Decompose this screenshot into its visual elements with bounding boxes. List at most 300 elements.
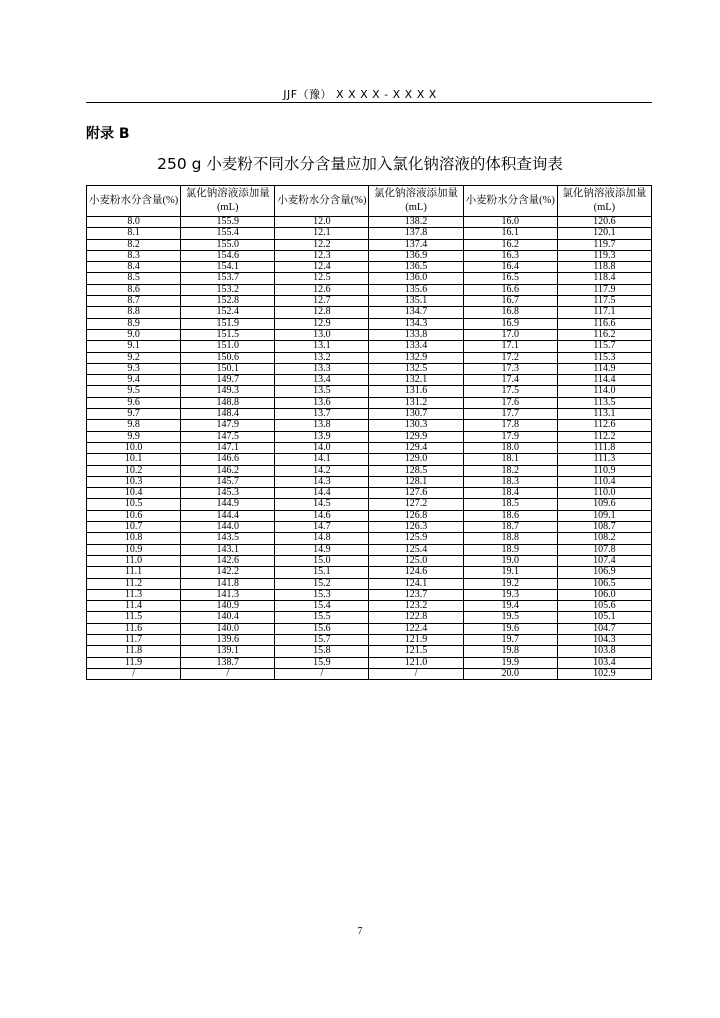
cell-moisture: 11.8 xyxy=(87,646,181,657)
cell-moisture: 10.7 xyxy=(87,522,181,533)
cell-nacl-volume: 121.0 xyxy=(369,657,463,668)
cell-moisture: 11.0 xyxy=(87,555,181,566)
cell-nacl-volume: 123.7 xyxy=(369,589,463,600)
cell-moisture: 15.5 xyxy=(275,612,369,623)
cell-nacl-volume: 103.8 xyxy=(557,646,651,657)
table-row xyxy=(87,363,652,374)
table-row xyxy=(87,273,652,284)
cell-moisture: 10.8 xyxy=(87,533,181,544)
cell-nacl-volume: 125.4 xyxy=(369,544,463,555)
column-header-nacl-volume: 氯化钠溶液添加量(mL) xyxy=(557,186,651,217)
cell-moisture: 13.4 xyxy=(275,375,369,386)
cell-nacl-volume: 125.0 xyxy=(369,555,463,566)
cell-nacl-volume: 114.9 xyxy=(557,363,651,374)
cell-moisture: 19.0 xyxy=(463,555,557,566)
table-row xyxy=(87,612,652,623)
cell-nacl-volume: 143.5 xyxy=(181,533,275,544)
cell-moisture: 12.1 xyxy=(275,228,369,239)
cell-nacl-volume: 136.5 xyxy=(369,262,463,273)
cell-nacl-volume: 146.6 xyxy=(181,454,275,465)
column-header-nacl-volume: 氯化钠溶液添加量(mL) xyxy=(369,186,463,217)
cell-moisture: 9.3 xyxy=(87,363,181,374)
cell-moisture: 14.3 xyxy=(275,476,369,487)
cell-nacl-volume: 140.4 xyxy=(181,612,275,623)
cell-nacl-volume: 145.3 xyxy=(181,488,275,499)
cell-moisture: 13.7 xyxy=(275,409,369,420)
cell-nacl-volume: 138.2 xyxy=(369,217,463,228)
cell-nacl-volume: 151.5 xyxy=(181,329,275,340)
cell-nacl-volume: 120.1 xyxy=(557,228,651,239)
cell-nacl-volume: 131.6 xyxy=(369,386,463,397)
cell-nacl-volume: 144.0 xyxy=(181,522,275,533)
cell-moisture: 15.2 xyxy=(275,578,369,589)
table-row xyxy=(87,352,652,363)
cell-nacl-volume: 137.8 xyxy=(369,228,463,239)
cell-nacl-volume: 121.9 xyxy=(369,634,463,645)
cell-nacl-volume: 135.6 xyxy=(369,284,463,295)
cell-nacl-volume: 127.2 xyxy=(369,499,463,510)
cell-nacl-volume: 119.3 xyxy=(557,250,651,261)
table-row xyxy=(87,589,652,600)
cell-moisture: 13.5 xyxy=(275,386,369,397)
table-row xyxy=(87,578,652,589)
lookup-table xyxy=(86,185,652,680)
cell-nacl-volume: 109.1 xyxy=(557,510,651,521)
cell-moisture: 13.6 xyxy=(275,397,369,408)
cell-nacl-volume: 105.1 xyxy=(557,612,651,623)
cell-nacl-volume: 113.1 xyxy=(557,409,651,420)
cell-moisture: 11.9 xyxy=(87,657,181,668)
cell-moisture: 11.7 xyxy=(87,634,181,645)
cell-nacl-volume: 147.5 xyxy=(181,431,275,442)
page-number: 7 xyxy=(357,926,363,937)
table-row xyxy=(87,409,652,420)
cell-nacl-volume: 113.5 xyxy=(557,397,651,408)
table-title: 250 g 小麦粉不同水分含量应加入氯化钠溶液的体积查询表 xyxy=(157,155,563,173)
cell-nacl-volume: 148.4 xyxy=(181,409,275,420)
cell-moisture: 17.7 xyxy=(463,409,557,420)
cell-nacl-volume: 139.1 xyxy=(181,646,275,657)
cell-nacl-volume: 104.7 xyxy=(557,623,651,634)
cell-moisture: 18.9 xyxy=(463,544,557,555)
cell-moisture: 14.8 xyxy=(275,533,369,544)
cell-nacl-volume: 136.0 xyxy=(369,273,463,284)
cell-nacl-volume: 110.0 xyxy=(557,488,651,499)
table-row xyxy=(87,510,652,521)
table-row xyxy=(87,262,652,273)
cell-moisture: 8.4 xyxy=(87,262,181,273)
cell-moisture: 11.2 xyxy=(87,578,181,589)
cell-nacl-volume: 150.1 xyxy=(181,363,275,374)
cell-nacl-volume: 154.6 xyxy=(181,250,275,261)
table-row xyxy=(87,601,652,612)
cell-moisture: 15.6 xyxy=(275,623,369,634)
cell-nacl-volume: 149.3 xyxy=(181,386,275,397)
cell-nacl-volume: 126.3 xyxy=(369,522,463,533)
table-row xyxy=(87,668,652,679)
cell-moisture: 14.5 xyxy=(275,499,369,510)
table-row xyxy=(87,307,652,318)
cell-moisture: 10.0 xyxy=(87,442,181,453)
cell-moisture: 16.8 xyxy=(463,307,557,318)
table-header-row xyxy=(87,186,652,217)
cell-nacl-volume: 140.9 xyxy=(181,601,275,612)
cell-moisture: 17.8 xyxy=(463,420,557,431)
document-header-code: JJF（豫） X X X X - X X X X xyxy=(283,88,437,101)
cell-moisture: 18.5 xyxy=(463,499,557,510)
cell-moisture: 8.2 xyxy=(87,239,181,250)
cell-nacl-volume: 150.6 xyxy=(181,352,275,363)
cell-nacl-volume: 122.4 xyxy=(369,623,463,634)
cell-moisture: 16.4 xyxy=(463,262,557,273)
table-row xyxy=(87,522,652,533)
cell-moisture: 8.9 xyxy=(87,318,181,329)
cell-moisture: 10.3 xyxy=(87,476,181,487)
cell-nacl-volume: 149.7 xyxy=(181,375,275,386)
cell-nacl-volume: 141.8 xyxy=(181,578,275,589)
cell-nacl-volume: 118.8 xyxy=(557,262,651,273)
cell-nacl-volume: 132.9 xyxy=(369,352,463,363)
cell-nacl-volume: / xyxy=(181,668,275,679)
cell-moisture: 14.7 xyxy=(275,522,369,533)
cell-nacl-volume: 146.2 xyxy=(181,465,275,476)
cell-nacl-volume: 128.5 xyxy=(369,465,463,476)
cell-moisture: 13.1 xyxy=(275,341,369,352)
table-row xyxy=(87,341,652,352)
cell-moisture: 18.3 xyxy=(463,476,557,487)
column-header-moisture: 小麦粉水分含量(%) xyxy=(275,186,369,217)
cell-nacl-volume: 112.2 xyxy=(557,431,651,442)
cell-moisture: 15.9 xyxy=(275,657,369,668)
cell-moisture: 14.2 xyxy=(275,465,369,476)
cell-nacl-volume: 108.7 xyxy=(557,522,651,533)
table-row xyxy=(87,296,652,307)
cell-moisture: 13.3 xyxy=(275,363,369,374)
cell-nacl-volume: 151.9 xyxy=(181,318,275,329)
cell-moisture: 12.0 xyxy=(275,217,369,228)
cell-moisture: 10.6 xyxy=(87,510,181,521)
cell-moisture: 8.8 xyxy=(87,307,181,318)
cell-nacl-volume: 147.1 xyxy=(181,442,275,453)
cell-nacl-volume: 117.5 xyxy=(557,296,651,307)
cell-moisture: 8.6 xyxy=(87,284,181,295)
cell-moisture: 18.2 xyxy=(463,465,557,476)
cell-nacl-volume: 116.6 xyxy=(557,318,651,329)
cell-moisture: 17.3 xyxy=(463,363,557,374)
cell-moisture: 14.0 xyxy=(275,442,369,453)
column-header-moisture: 小麦粉水分含量(%) xyxy=(87,186,181,217)
cell-moisture: 15.8 xyxy=(275,646,369,657)
cell-moisture: 12.9 xyxy=(275,318,369,329)
cell-nacl-volume: 114.4 xyxy=(557,375,651,386)
cell-nacl-volume: 152.4 xyxy=(181,307,275,318)
cell-nacl-volume: 119.7 xyxy=(557,239,651,250)
cell-moisture: 14.6 xyxy=(275,510,369,521)
cell-nacl-volume: 133.8 xyxy=(369,329,463,340)
cell-nacl-volume: 122.8 xyxy=(369,612,463,623)
cell-moisture: 19.4 xyxy=(463,601,557,612)
cell-nacl-volume: 115.3 xyxy=(557,352,651,363)
cell-nacl-volume: 114.0 xyxy=(557,386,651,397)
cell-nacl-volume: 151.0 xyxy=(181,341,275,352)
table-row xyxy=(87,623,652,634)
cell-moisture: 15.3 xyxy=(275,589,369,600)
table-row xyxy=(87,250,652,261)
table-row xyxy=(87,555,652,566)
cell-nacl-volume: 124.6 xyxy=(369,567,463,578)
table-row xyxy=(87,431,652,442)
cell-nacl-volume: 144.9 xyxy=(181,499,275,510)
cell-nacl-volume: / xyxy=(369,668,463,679)
cell-moisture: 10.4 xyxy=(87,488,181,499)
table-row xyxy=(87,420,652,431)
cell-moisture: 16.6 xyxy=(463,284,557,295)
cell-moisture: 8.0 xyxy=(87,217,181,228)
cell-nacl-volume: 105.6 xyxy=(557,601,651,612)
cell-moisture: / xyxy=(87,668,181,679)
cell-moisture: 9.9 xyxy=(87,431,181,442)
table-row xyxy=(87,657,652,668)
cell-nacl-volume: 104.3 xyxy=(557,634,651,645)
cell-moisture: 18.0 xyxy=(463,442,557,453)
cell-moisture: 14.9 xyxy=(275,544,369,555)
cell-nacl-volume: 138.7 xyxy=(181,657,275,668)
cell-nacl-volume: 102.9 xyxy=(557,668,651,679)
cell-nacl-volume: 147.9 xyxy=(181,420,275,431)
cell-moisture: 18.1 xyxy=(463,454,557,465)
cell-moisture: 17.4 xyxy=(463,375,557,386)
cell-moisture: 15.1 xyxy=(275,567,369,578)
cell-nacl-volume: 152.8 xyxy=(181,296,275,307)
table-row xyxy=(87,375,652,386)
cell-moisture: 12.4 xyxy=(275,262,369,273)
table-row xyxy=(87,239,652,250)
cell-moisture: 12.5 xyxy=(275,273,369,284)
cell-moisture: 11.4 xyxy=(87,601,181,612)
cell-moisture: 10.5 xyxy=(87,499,181,510)
cell-moisture: 17.9 xyxy=(463,431,557,442)
cell-moisture: 13.9 xyxy=(275,431,369,442)
cell-moisture: 9.6 xyxy=(87,397,181,408)
cell-nacl-volume: 128.1 xyxy=(369,476,463,487)
cell-nacl-volume: 155.9 xyxy=(181,217,275,228)
cell-nacl-volume: 106.5 xyxy=(557,578,651,589)
cell-nacl-volume: 110.9 xyxy=(557,465,651,476)
cell-moisture: 19.2 xyxy=(463,578,557,589)
cell-nacl-volume: 136.9 xyxy=(369,250,463,261)
cell-nacl-volume: 135.1 xyxy=(369,296,463,307)
cell-nacl-volume: 129.0 xyxy=(369,454,463,465)
cell-moisture: 20.0 xyxy=(463,668,557,679)
cell-moisture: 16.3 xyxy=(463,250,557,261)
cell-moisture: 18.7 xyxy=(463,522,557,533)
cell-nacl-volume: 148.8 xyxy=(181,397,275,408)
cell-moisture: 9.4 xyxy=(87,375,181,386)
cell-moisture: 9.1 xyxy=(87,341,181,352)
cell-moisture: 12.6 xyxy=(275,284,369,295)
cell-nacl-volume: 121.5 xyxy=(369,646,463,657)
cell-nacl-volume: 140.0 xyxy=(181,623,275,634)
cell-moisture: 13.8 xyxy=(275,420,369,431)
cell-moisture: 9.2 xyxy=(87,352,181,363)
cell-moisture: 13.2 xyxy=(275,352,369,363)
cell-nacl-volume: 139.6 xyxy=(181,634,275,645)
table-row xyxy=(87,465,652,476)
cell-moisture: 19.1 xyxy=(463,567,557,578)
cell-nacl-volume: 103.4 xyxy=(557,657,651,668)
cell-nacl-volume: 142.2 xyxy=(181,567,275,578)
cell-nacl-volume: 130.7 xyxy=(369,409,463,420)
cell-moisture: 12.7 xyxy=(275,296,369,307)
cell-moisture: 12.3 xyxy=(275,250,369,261)
cell-nacl-volume: 125.9 xyxy=(369,533,463,544)
table-row xyxy=(87,318,652,329)
cell-moisture: 12.8 xyxy=(275,307,369,318)
cell-nacl-volume: 110.4 xyxy=(557,476,651,487)
table-row xyxy=(87,442,652,453)
cell-moisture: 8.7 xyxy=(87,296,181,307)
cell-nacl-volume: 107.4 xyxy=(557,555,651,566)
cell-moisture: 19.6 xyxy=(463,623,557,634)
cell-nacl-volume: 108.2 xyxy=(557,533,651,544)
cell-moisture: 16.9 xyxy=(463,318,557,329)
cell-moisture: 18.4 xyxy=(463,488,557,499)
cell-nacl-volume: 154.1 xyxy=(181,262,275,273)
cell-moisture: 17.5 xyxy=(463,386,557,397)
cell-nacl-volume: 144.4 xyxy=(181,510,275,521)
cell-nacl-volume: 130.3 xyxy=(369,420,463,431)
cell-moisture: 16.2 xyxy=(463,239,557,250)
table-row xyxy=(87,544,652,555)
cell-moisture: 9.8 xyxy=(87,420,181,431)
cell-nacl-volume: 116.2 xyxy=(557,329,651,340)
cell-nacl-volume: 107.8 xyxy=(557,544,651,555)
cell-moisture: 16.0 xyxy=(463,217,557,228)
cell-nacl-volume: 117.1 xyxy=(557,307,651,318)
cell-nacl-volume: 106.9 xyxy=(557,567,651,578)
cell-moisture: 19.7 xyxy=(463,634,557,645)
cell-moisture: 11.6 xyxy=(87,623,181,634)
cell-nacl-volume: 155.0 xyxy=(181,239,275,250)
cell-moisture: 10.1 xyxy=(87,454,181,465)
cell-nacl-volume: 124.1 xyxy=(369,578,463,589)
cell-nacl-volume: 129.4 xyxy=(369,442,463,453)
table-row xyxy=(87,567,652,578)
cell-moisture: 15.7 xyxy=(275,634,369,645)
table-row xyxy=(87,476,652,487)
cell-moisture: 17.0 xyxy=(463,329,557,340)
table-body xyxy=(87,217,652,680)
table-row xyxy=(87,329,652,340)
cell-moisture: / xyxy=(275,668,369,679)
cell-nacl-volume: 117.9 xyxy=(557,284,651,295)
cell-moisture: 19.3 xyxy=(463,589,557,600)
cell-moisture: 13.0 xyxy=(275,329,369,340)
table-row xyxy=(87,499,652,510)
table-row xyxy=(87,228,652,239)
table-row xyxy=(87,634,652,645)
cell-moisture: 9.5 xyxy=(87,386,181,397)
cell-nacl-volume: 153.7 xyxy=(181,273,275,284)
cell-nacl-volume: 126.8 xyxy=(369,510,463,521)
cell-nacl-volume: 106.0 xyxy=(557,589,651,600)
cell-nacl-volume: 153.2 xyxy=(181,284,275,295)
cell-nacl-volume: 155.4 xyxy=(181,228,275,239)
cell-nacl-volume: 111.8 xyxy=(557,442,651,453)
column-header-moisture: 小麦粉水分含量(%) xyxy=(463,186,557,217)
cell-nacl-volume: 132.5 xyxy=(369,363,463,374)
cell-moisture: 8.1 xyxy=(87,228,181,239)
cell-nacl-volume: 120.6 xyxy=(557,217,651,228)
cell-moisture: 17.1 xyxy=(463,341,557,352)
cell-nacl-volume: 145.7 xyxy=(181,476,275,487)
cell-moisture: 17.6 xyxy=(463,397,557,408)
cell-moisture: 18.8 xyxy=(463,533,557,544)
cell-moisture: 14.4 xyxy=(275,488,369,499)
cell-moisture: 11.3 xyxy=(87,589,181,600)
column-header-nacl-volume: 氯化钠溶液添加量(mL) xyxy=(181,186,275,217)
cell-nacl-volume: 109.6 xyxy=(557,499,651,510)
cell-nacl-volume: 143.1 xyxy=(181,544,275,555)
cell-moisture: 15.0 xyxy=(275,555,369,566)
cell-nacl-volume: 127.6 xyxy=(369,488,463,499)
cell-moisture: 18.6 xyxy=(463,510,557,521)
cell-nacl-volume: 134.7 xyxy=(369,307,463,318)
cell-nacl-volume: 137.4 xyxy=(369,239,463,250)
cell-moisture: 8.5 xyxy=(87,273,181,284)
table-row xyxy=(87,284,652,295)
cell-nacl-volume: 118.4 xyxy=(557,273,651,284)
cell-nacl-volume: 123.2 xyxy=(369,601,463,612)
cell-moisture: 19.9 xyxy=(463,657,557,668)
table-row xyxy=(87,533,652,544)
table-row xyxy=(87,454,652,465)
cell-moisture: 8.3 xyxy=(87,250,181,261)
cell-moisture: 9.7 xyxy=(87,409,181,420)
cell-moisture: 16.5 xyxy=(463,273,557,284)
cell-moisture: 17.2 xyxy=(463,352,557,363)
cell-moisture: 14.1 xyxy=(275,454,369,465)
appendix-label: 附录 B xyxy=(86,126,130,142)
cell-nacl-volume: 141.3 xyxy=(181,589,275,600)
cell-nacl-volume: 134.3 xyxy=(369,318,463,329)
cell-nacl-volume: 132.1 xyxy=(369,375,463,386)
cell-nacl-volume: 131.2 xyxy=(369,397,463,408)
table-row xyxy=(87,488,652,499)
table-row xyxy=(87,217,652,228)
header-divider xyxy=(86,102,652,103)
cell-nacl-volume: 142.6 xyxy=(181,555,275,566)
cell-nacl-volume: 129.9 xyxy=(369,431,463,442)
cell-nacl-volume: 111.3 xyxy=(557,454,651,465)
cell-moisture: 15.4 xyxy=(275,601,369,612)
cell-moisture: 12.2 xyxy=(275,239,369,250)
table-row xyxy=(87,397,652,408)
cell-moisture: 16.1 xyxy=(463,228,557,239)
cell-nacl-volume: 115.7 xyxy=(557,341,651,352)
cell-moisture: 16.7 xyxy=(463,296,557,307)
cell-nacl-volume: 112.6 xyxy=(557,420,651,431)
table-row xyxy=(87,386,652,397)
cell-moisture: 19.5 xyxy=(463,612,557,623)
cell-moisture: 9.0 xyxy=(87,329,181,340)
cell-moisture: 10.9 xyxy=(87,544,181,555)
cell-moisture: 19.8 xyxy=(463,646,557,657)
cell-moisture: 11.1 xyxy=(87,567,181,578)
cell-moisture: 10.2 xyxy=(87,465,181,476)
cell-moisture: 11.5 xyxy=(87,612,181,623)
cell-nacl-volume: 133.4 xyxy=(369,341,463,352)
